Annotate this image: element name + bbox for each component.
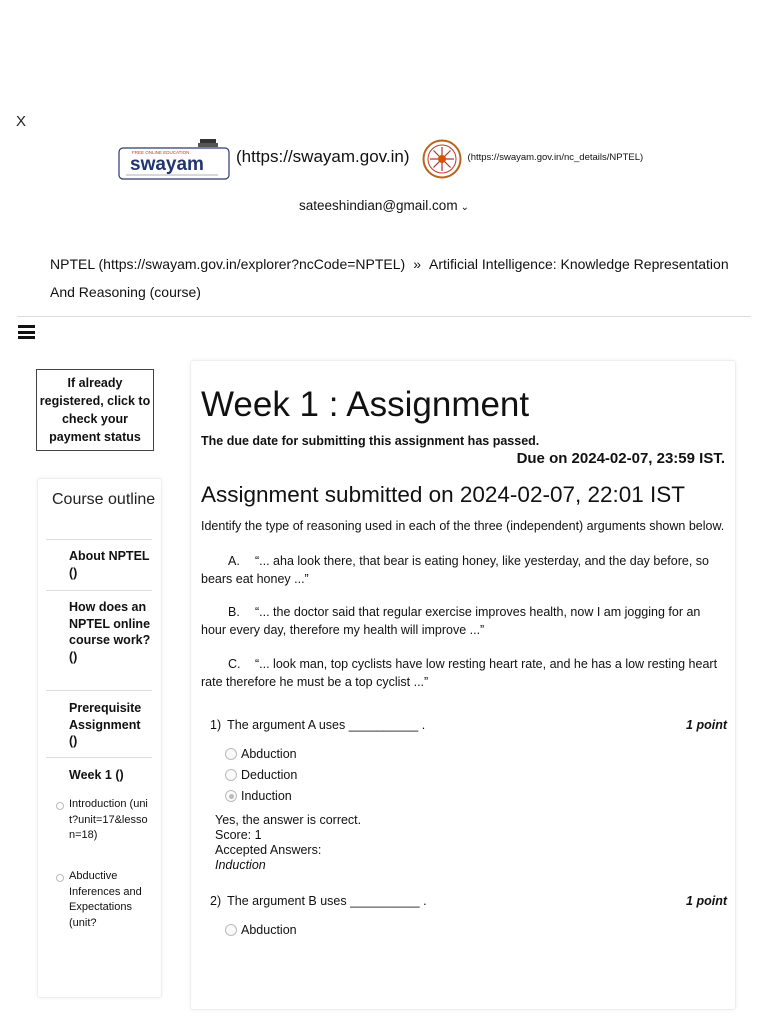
nptel-link[interactable]: (https://swayam.gov.in/nc_details/NPTEL) [467, 151, 644, 163]
svg-text:FREE ONLINE EDUCATION: FREE ONLINE EDUCATION [132, 150, 190, 155]
radio-icon[interactable] [225, 769, 237, 781]
brand-header [118, 137, 643, 181]
breadcrumb [50, 250, 730, 306]
question-points: 1 point [686, 894, 727, 908]
header-divider [17, 316, 751, 317]
q1-option-abduction[interactable]: Abduction [225, 747, 297, 761]
q2-option-abduction[interactable]: Abduction [225, 923, 297, 937]
q1-option-deduction[interactable]: Deduction [225, 768, 297, 782]
close-button[interactable]: X [16, 113, 27, 130]
outline-item-how-course-works[interactable]: How does an NPTEL online course work? () [46, 590, 152, 691]
argument-a: A. “... aha look there, that bear is eating honey, like yesterday, and the day before, so bears eat honey ...” [201, 554, 709, 586]
assignment-card [190, 360, 736, 1010]
unit-label: Introduction (unit?unit=17&lesson=18) [69, 798, 148, 841]
argument-c: C. “... look man, top cyclists have low resting heart rate, and he has a low resting heart rate therefore he must be a top cyclist ...” [201, 657, 718, 689]
due-date: Due on 2024-02-07, 23:59 IST. [516, 450, 725, 467]
submission-status: Assignment submitted on 2024-02-07, 22:01 IST [201, 482, 686, 507]
question-1: 1) The argument A uses __________ . 1 point [210, 718, 727, 732]
assignment-intro: Identify the type of reasoning used in each of the three (independent) arguments shown below. [201, 519, 725, 533]
q1-option-induction[interactable]: Induction [225, 789, 292, 803]
user-menu[interactable] [0, 198, 768, 213]
unit-label: Abductive Inferences and Expectations (unit? [69, 870, 142, 929]
svg-text:swayam: swayam [130, 154, 204, 175]
question-points: 1 point [686, 718, 727, 732]
outline-item-about-nptel[interactable]: About NPTEL () [46, 539, 152, 591]
outline-item-week-1[interactable]: Week 1 () [46, 757, 152, 793]
payment-status-button[interactable]: If already registered, click to check your payment status [36, 369, 154, 451]
unit-status-icon [56, 874, 64, 882]
argument-b: B. “... the doctor said that regular exercise improves health, now I am jogging for an hour every day, therefore my health will improve ...” [201, 605, 701, 637]
chevron-down-icon[interactable]: ⌄ [460, 202, 469, 213]
user-email[interactable]: sateeshindian@gmail.com [299, 198, 458, 213]
outline-item-prerequisite[interactable]: Prerequisite Assignment () [46, 690, 152, 758]
unit-item-abductive[interactable] [46, 869, 152, 931]
swayam-logo[interactable] [118, 137, 231, 181]
unit-status-icon [56, 802, 64, 810]
question-2: 2) The argument B uses __________ . 1 point [210, 894, 727, 908]
hamburger-menu-icon[interactable] [18, 325, 35, 339]
swayam-link[interactable]: (https://swayam.gov.in) [236, 147, 410, 166]
breadcrumb-separator: » [413, 256, 421, 272]
course-outline-title: Course outline [52, 491, 156, 508]
unit-item-introduction[interactable] [46, 797, 152, 844]
breadcrumb-course[interactable]: Artificial Intelligence: Knowledge Representation And Reasoning (course) [50, 256, 729, 300]
page-title: Week 1 : Assignment [201, 385, 530, 424]
swayam-logo-graphic [118, 137, 231, 181]
breadcrumb-root[interactable]: NPTEL (https://swayam.gov.in/explorer?ncCode=NPTEL) [50, 256, 406, 272]
q1-feedback: Yes, the answer is correct. Score: 1 Accepted Answers: Induction [215, 813, 362, 872]
nptel-logo[interactable] [422, 139, 462, 179]
radio-icon[interactable] [225, 924, 237, 936]
radio-icon[interactable] [225, 748, 237, 760]
due-passed-note: The due date for submitting this assignment has passed. [201, 434, 540, 448]
radio-checked-icon[interactable] [225, 790, 237, 802]
